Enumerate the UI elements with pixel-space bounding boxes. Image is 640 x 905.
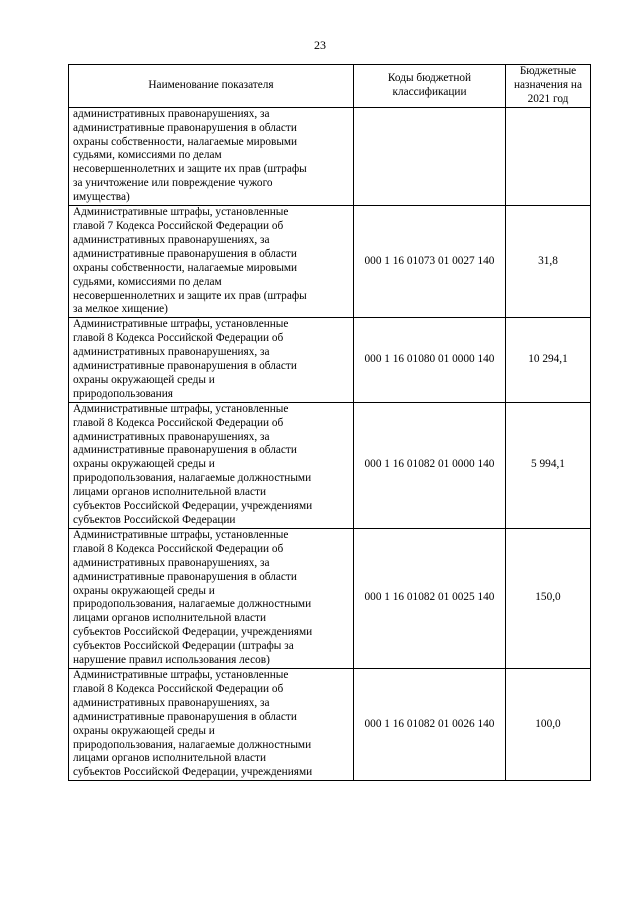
budget-value-cell: 100,0	[506, 668, 591, 780]
indicator-name-line: административных правонарушениях, за	[73, 430, 270, 443]
indicator-name-line: судьями, комиссиями по делам	[73, 275, 222, 288]
indicator-name-line: субъектов Российской Федерации, учреждениями	[73, 626, 313, 639]
indicator-name-line: несовершеннолетних и защите их прав (штрафы	[73, 289, 307, 302]
indicator-name-line: охраны окружающей среды и	[73, 724, 215, 737]
indicator-name-line: за уничтожение или повреждение чужого	[73, 177, 273, 190]
indicator-name-line: охраны окружающей среды и	[73, 373, 215, 386]
indicator-name-line: лицами органов исполнительной власти	[73, 612, 267, 625]
indicator-name-line: имущества)	[73, 191, 130, 204]
indicator-name-line: субъектов Российской Федерации, учреждениями	[73, 766, 313, 779]
indicator-name-line: административные правонарушения в области	[73, 121, 297, 134]
indicator-name-line: административных правонарушениях, за	[73, 346, 270, 359]
indicator-name-line: несовершеннолетних и защите их прав (штрафы	[73, 163, 307, 176]
indicator-name-line: субъектов Российской Федерации, учреждениями	[73, 500, 313, 513]
budget-code-cell: 000 1 16 01082 01 0026 140	[354, 668, 506, 780]
indicator-name-line: административные правонарушения в области	[73, 710, 297, 723]
page-number: 23	[314, 38, 326, 52]
header-codes: Коды бюджетной классификации	[354, 65, 506, 108]
indicator-name-line: Административные штрафы, установленные	[73, 402, 289, 415]
indicator-name-line: административные правонарушения в области	[73, 360, 297, 373]
table-row	[69, 107, 591, 205]
budget-code-cell: 000 1 16 01073 01 0027 140	[354, 206, 506, 318]
indicator-name-line: административные правонарушения в области	[73, 444, 297, 457]
indicator-name-line: субъектов Российской Федерации (штрафы за	[73, 640, 294, 653]
indicator-name-line: главой 8 Кодекса Российской Федерации об	[73, 682, 284, 695]
budget-code-cell: 000 1 16 01080 01 0000 140	[354, 318, 506, 402]
indicator-name-cell	[69, 318, 354, 402]
table-row	[69, 206, 591, 318]
indicator-name-line: главой 8 Кодекса Российской Федерации об	[73, 542, 284, 555]
indicator-name-line: административных правонарушениях, за	[73, 107, 270, 120]
table-header-row	[69, 65, 591, 108]
budget-table	[68, 64, 591, 781]
indicator-name-line: Административные штрафы, установленные	[73, 528, 289, 541]
indicator-name-line: главой 7 Кодекса Российской Федерации об	[73, 219, 284, 232]
indicator-name-line: главой 8 Кодекса Российской Федерации об	[73, 416, 284, 429]
indicator-name-line: административных правонарушениях, за	[73, 556, 270, 569]
budget-value-cell	[506, 107, 591, 205]
table-row	[69, 318, 591, 402]
table-row	[69, 528, 591, 668]
indicator-name-line: административные правонарушения в области	[73, 247, 297, 260]
indicator-name-line: природопользования, налагаемые должностными	[73, 472, 312, 485]
indicator-name-line: охраны окружающей среды и	[73, 584, 215, 597]
indicator-name-cell	[69, 107, 354, 205]
indicator-name-cell	[69, 528, 354, 668]
indicator-name-line: Административные штрафы, установленные	[73, 318, 289, 331]
indicator-name-line: природопользования	[73, 387, 173, 400]
table-row	[69, 668, 591, 780]
indicator-name-line: административных правонарушениях, за	[73, 233, 270, 246]
header-budget: Бюджетные назначения на 2021 год	[506, 65, 591, 108]
indicator-name-line: судьями, комиссиями по делам	[73, 149, 222, 162]
indicator-name-line: природопользования, налагаемые должностными	[73, 738, 312, 751]
budget-code-cell: 000 1 16 01082 01 0000 140	[354, 402, 506, 528]
indicator-name-line: за мелкое хищение)	[73, 303, 168, 316]
indicator-name-line: охраны окружающей среды и	[73, 458, 215, 471]
indicator-name-line: охраны собственности, налагаемые мировыми	[73, 261, 298, 274]
indicator-name-line: лицами органов исполнительной власти	[73, 486, 267, 499]
indicator-name-line: лицами органов исполнительной власти	[73, 752, 267, 765]
budget-code-cell: 000 1 16 01082 01 0025 140	[354, 528, 506, 668]
indicator-name-line: административных правонарушениях, за	[73, 696, 270, 709]
indicator-name-line: охраны собственности, налагаемые мировыми	[73, 135, 298, 148]
indicator-name-line: природопользования, налагаемые должностными	[73, 598, 312, 611]
indicator-name-line: Административные штрафы, установленные	[73, 206, 289, 219]
indicator-name-cell	[69, 402, 354, 528]
budget-value-cell: 10 294,1	[506, 318, 591, 402]
indicator-name-line: Административные штрафы, установленные	[73, 668, 289, 681]
budget-value-cell: 150,0	[506, 528, 591, 668]
budget-code-cell	[354, 107, 506, 205]
header-name: Наименование показателя	[69, 65, 354, 108]
budget-value-cell: 31,8	[506, 206, 591, 318]
budget-value-cell: 5 994,1	[506, 402, 591, 528]
indicator-name-line: административные правонарушения в области	[73, 570, 297, 583]
indicator-name-cell	[69, 668, 354, 780]
indicator-name-cell	[69, 206, 354, 318]
indicator-name-line: субъектов Российской Федерации	[73, 514, 236, 526]
table-row	[69, 402, 591, 528]
indicator-name-line: нарушение правил использования лесов)	[73, 654, 270, 667]
indicator-name-line: главой 8 Кодекса Российской Федерации об	[73, 332, 284, 345]
